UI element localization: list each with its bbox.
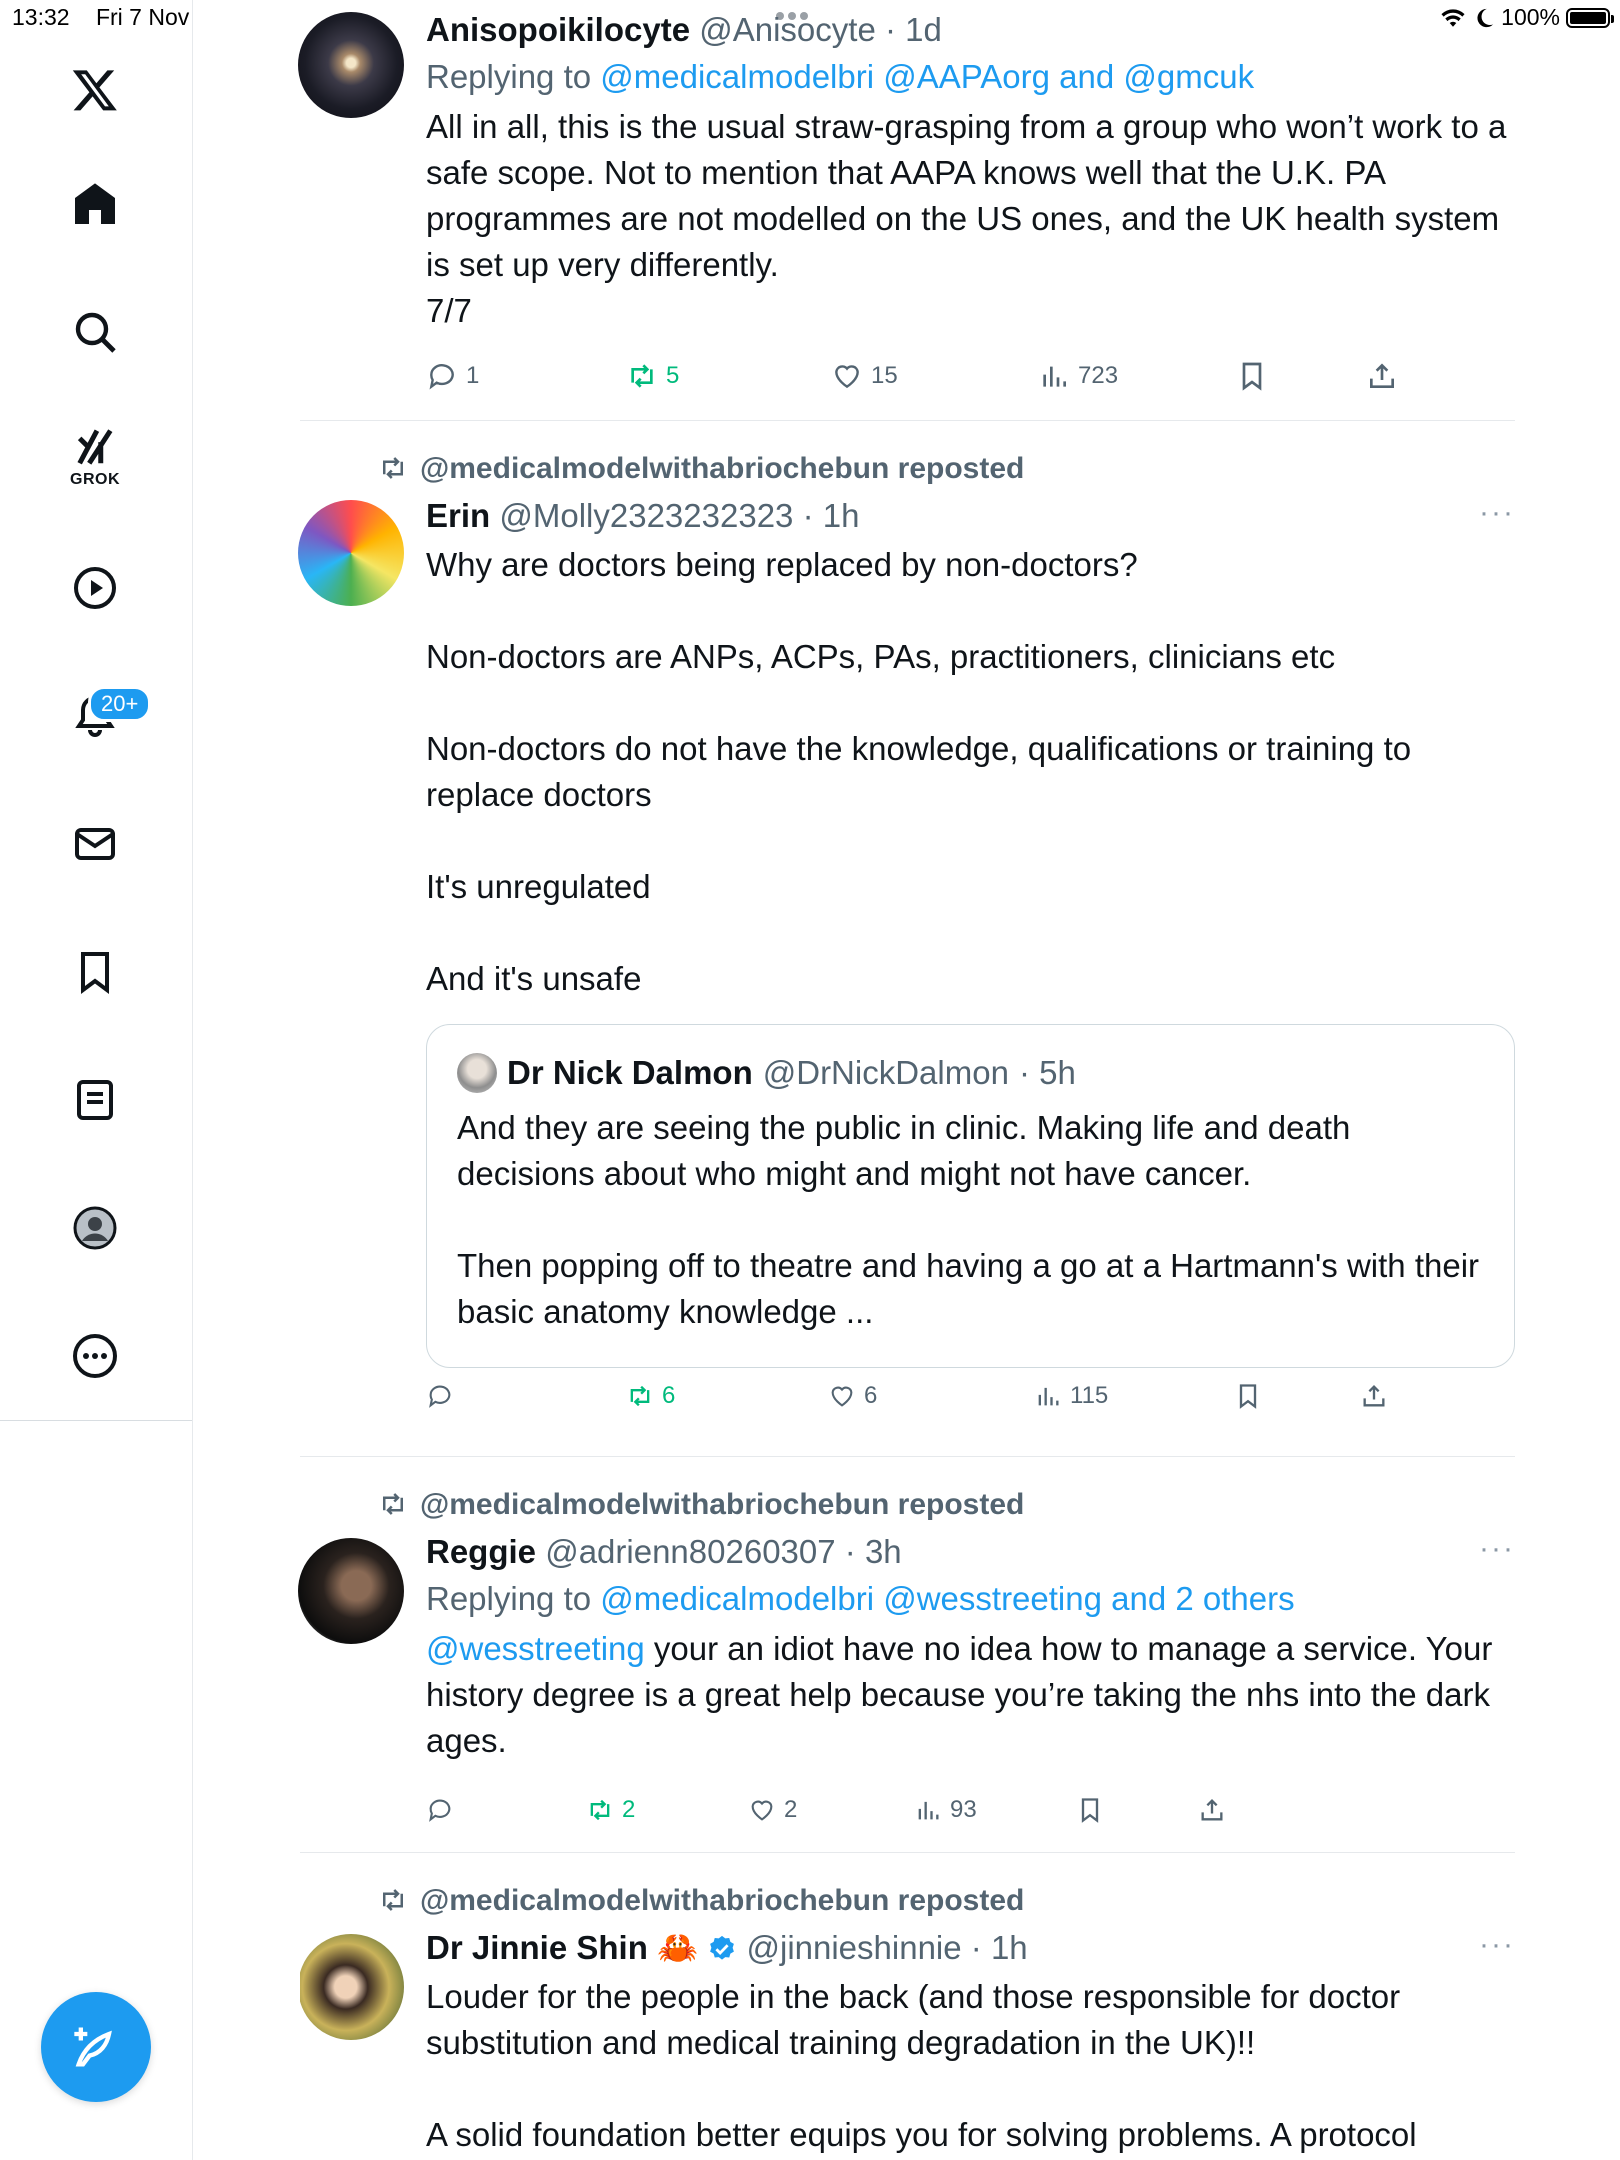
action-bar	[426, 360, 1426, 404]
replying-prefix: Replying to	[426, 58, 592, 95]
avatar[interactable]	[300, 1934, 404, 2040]
author-name[interactable]: Dr Jinnie Shin	[426, 1929, 648, 1966]
repost-small-icon	[376, 1489, 410, 1519]
share-button[interactable]	[1198, 1796, 1226, 1824]
views-button[interactable]	[1038, 360, 1118, 392]
views-chart-icon	[914, 1796, 942, 1824]
grok-label: GROK	[70, 471, 120, 488]
replying-to	[426, 56, 1515, 98]
quote-avatar	[457, 1053, 497, 1093]
reposted-by[interactable]	[376, 452, 1024, 486]
repost-button[interactable]	[586, 1796, 635, 1824]
share-button[interactable]	[1366, 360, 1398, 392]
repost-count: 6	[662, 1382, 676, 1409]
views-button[interactable]	[914, 1796, 977, 1824]
tweet[interactable]	[300, 1532, 1515, 1862]
like-button[interactable]	[831, 360, 898, 392]
action-bar	[426, 1796, 1226, 1840]
battery-percent: 100%	[1501, 4, 1560, 30]
reply-icon	[426, 1382, 454, 1410]
quote-text: And they are seeing the public in clinic. Making life and death decisions about who might and might not have cancer. Then popping off to theatre and having a go at a Hartmann's with their basic anatomy knowledge ...	[457, 1109, 1480, 1330]
author-handle[interactable]: @Molly2323232323	[499, 497, 794, 534]
reply-icon	[426, 360, 458, 392]
bookmarks-icon[interactable]	[55, 932, 135, 1012]
author-handle[interactable]: @jinnieshinnie	[746, 1929, 962, 1966]
tweet[interactable]	[300, 496, 1515, 1456]
post-time: · 1h	[802, 497, 860, 534]
repost-count: 2	[622, 1796, 636, 1823]
like-button[interactable]	[748, 1796, 797, 1824]
x-logo-icon[interactable]	[55, 50, 135, 130]
repost-icon	[586, 1796, 614, 1824]
tweet-text: Why are doctors being replaced by non-doctors? Non-doctors are ANPs, ACPs, PAs, practitioners, clinicians etc Non-doctors do not have the knowledge, qualifications or training to replace doctors It's unregulated And it's unsafe	[426, 546, 1412, 997]
reposted-by-text: @medicalmodelwithabriochebun reposted	[420, 1488, 1025, 1521]
reposted-by-text: @medicalmodelwithabriochebun reposted	[420, 452, 1025, 485]
mention-link[interactable]: @wesstreeting	[426, 1630, 645, 1667]
reposted-by-text: @medicalmodelwithabriochebun reposted	[420, 1884, 1025, 1917]
quoted-tweet[interactable]	[426, 1024, 1515, 1368]
reposted-by[interactable]	[376, 1884, 1024, 1918]
tweet-header	[426, 1532, 1515, 1572]
repost-count: 5	[666, 362, 680, 389]
author-name[interactable]: Erin	[426, 497, 491, 534]
more-options-button[interactable]: ···	[1479, 1928, 1515, 1961]
replying-prefix: Replying to	[426, 1580, 592, 1617]
heart-icon	[831, 360, 863, 392]
like-count: 15	[871, 362, 898, 389]
reply-icon	[426, 1796, 454, 1824]
reply-button[interactable]	[426, 360, 479, 392]
post-time: · 1h	[970, 1929, 1028, 1966]
lists-icon[interactable]	[55, 1060, 135, 1140]
tweet-text: All in all, this is the usual straw-grasping from a group who won’t work to a safe scope. Not to mention that AAPA knows well that the U.K. PA programmes are not modelled on the US ones, and the UK health system is set up very differently. 7/7	[426, 108, 1507, 329]
tweet-divider	[300, 420, 1515, 421]
avatar[interactable]	[298, 500, 404, 606]
post-time: · 1d	[884, 11, 942, 48]
status-date: Fri 7 Nov	[95, 4, 190, 30]
tweet-header	[426, 496, 1515, 536]
tweet-text-block	[426, 1626, 1515, 1764]
bookmark-button[interactable]	[1234, 1382, 1262, 1410]
repost-small-icon	[376, 1885, 410, 1915]
share-icon	[1198, 1796, 1226, 1824]
views-chart-icon	[1034, 1382, 1062, 1410]
more-options-button[interactable]: ···	[1479, 1532, 1515, 1565]
sidebar	[0, 0, 193, 2160]
author-name[interactable]: Reggie	[426, 1533, 537, 1570]
avatar[interactable]	[298, 1538, 404, 1644]
bookmark-button[interactable]	[1236, 360, 1268, 392]
grok-icon[interactable]	[55, 416, 135, 496]
more-options-button[interactable]: ···	[1479, 496, 1515, 529]
quote-author-name: Dr Nick Dalmon	[507, 1054, 753, 1091]
tweet[interactable]	[300, 1928, 1515, 2160]
view-count: 93	[950, 1796, 977, 1823]
reply-button[interactable]	[426, 1382, 454, 1410]
profile-avatar-icon[interactable]	[55, 1188, 135, 1268]
post-time: · 3h	[844, 1533, 902, 1570]
replying-links[interactable]: @medicalmodelbri @AAPAorg and @gmcuk	[600, 58, 1255, 95]
search-icon[interactable]	[55, 292, 135, 372]
compose-feather-icon	[70, 2021, 122, 2073]
author-handle[interactable]: @adrienn80260307	[545, 1533, 836, 1570]
view-count: 115	[1070, 1382, 1109, 1409]
author-handle[interactable]: @Anisocyte	[699, 11, 876, 48]
tweet-text: Louder for the people in the back (and those responsible for doctor substitution and medical training degradation in the UK)!! A solid foundation better equips you for solving problems. A protocol	[426, 1978, 1417, 2153]
tweet-header	[426, 1928, 1515, 1968]
tweet-header	[426, 10, 1515, 50]
view-count: 723	[1078, 362, 1119, 389]
repost-button[interactable]	[626, 360, 679, 392]
replying-to	[426, 1578, 1515, 1620]
reply-count: 1	[466, 362, 480, 389]
compose-post-button[interactable]	[41, 1992, 151, 2102]
author-name[interactable]: Anisopoikilocyte	[426, 11, 691, 48]
tweet-text: your an idiot have no idea how to manage a service. Your history degree is a great help because you’re taking the nhs into the dark ages.	[426, 1630, 1493, 1759]
notifications-badge: 20+	[88, 686, 151, 722]
quote-author-handle: @DrNickDalmon	[762, 1054, 1009, 1091]
repost-button[interactable]	[626, 1382, 675, 1410]
crab-emoji-icon: 🦀	[657, 1929, 699, 1966]
verified-badge-icon	[707, 1934, 737, 1964]
home-icon[interactable]	[55, 164, 135, 244]
heart-icon	[748, 1796, 776, 1824]
bookmark-icon	[1234, 1382, 1262, 1410]
action-bar	[426, 1382, 1426, 1426]
quote-post-time: · 5h	[1018, 1054, 1076, 1091]
views-chart-icon	[1038, 360, 1070, 392]
repost-small-icon	[376, 453, 410, 483]
like-count: 2	[784, 1796, 798, 1823]
share-icon	[1366, 360, 1398, 392]
reposted-by[interactable]	[376, 1488, 1024, 1522]
avatar[interactable]	[298, 12, 404, 118]
more-options-icon[interactable]	[55, 1316, 135, 1396]
like-count: 6	[864, 1382, 878, 1409]
messages-icon[interactable]	[55, 804, 135, 884]
views-button[interactable]	[1034, 1382, 1108, 1410]
repost-icon	[626, 360, 658, 392]
bookmark-icon	[1076, 1796, 1104, 1824]
share-button[interactable]	[1360, 1382, 1388, 1410]
like-button[interactable]	[828, 1382, 877, 1410]
replying-links[interactable]: @medicalmodelbri @wesstreeting and 2 others	[600, 1580, 1295, 1617]
video-play-icon[interactable]	[55, 548, 135, 628]
tweet[interactable]	[300, 10, 1515, 410]
tweet-divider	[300, 1852, 1515, 1853]
status-time: 13:32	[12, 4, 70, 30]
reply-button[interactable]	[426, 1796, 454, 1824]
bookmark-icon	[1236, 360, 1268, 392]
bookmark-button[interactable]	[1076, 1796, 1104, 1824]
share-icon	[1360, 1382, 1388, 1410]
sidebar-divider	[0, 1420, 192, 1421]
battery-icon	[1566, 8, 1610, 28]
repost-icon	[626, 1382, 654, 1410]
tweet-divider	[300, 1456, 1515, 1457]
quote-header	[457, 1053, 1484, 1093]
heart-icon	[828, 1382, 856, 1410]
